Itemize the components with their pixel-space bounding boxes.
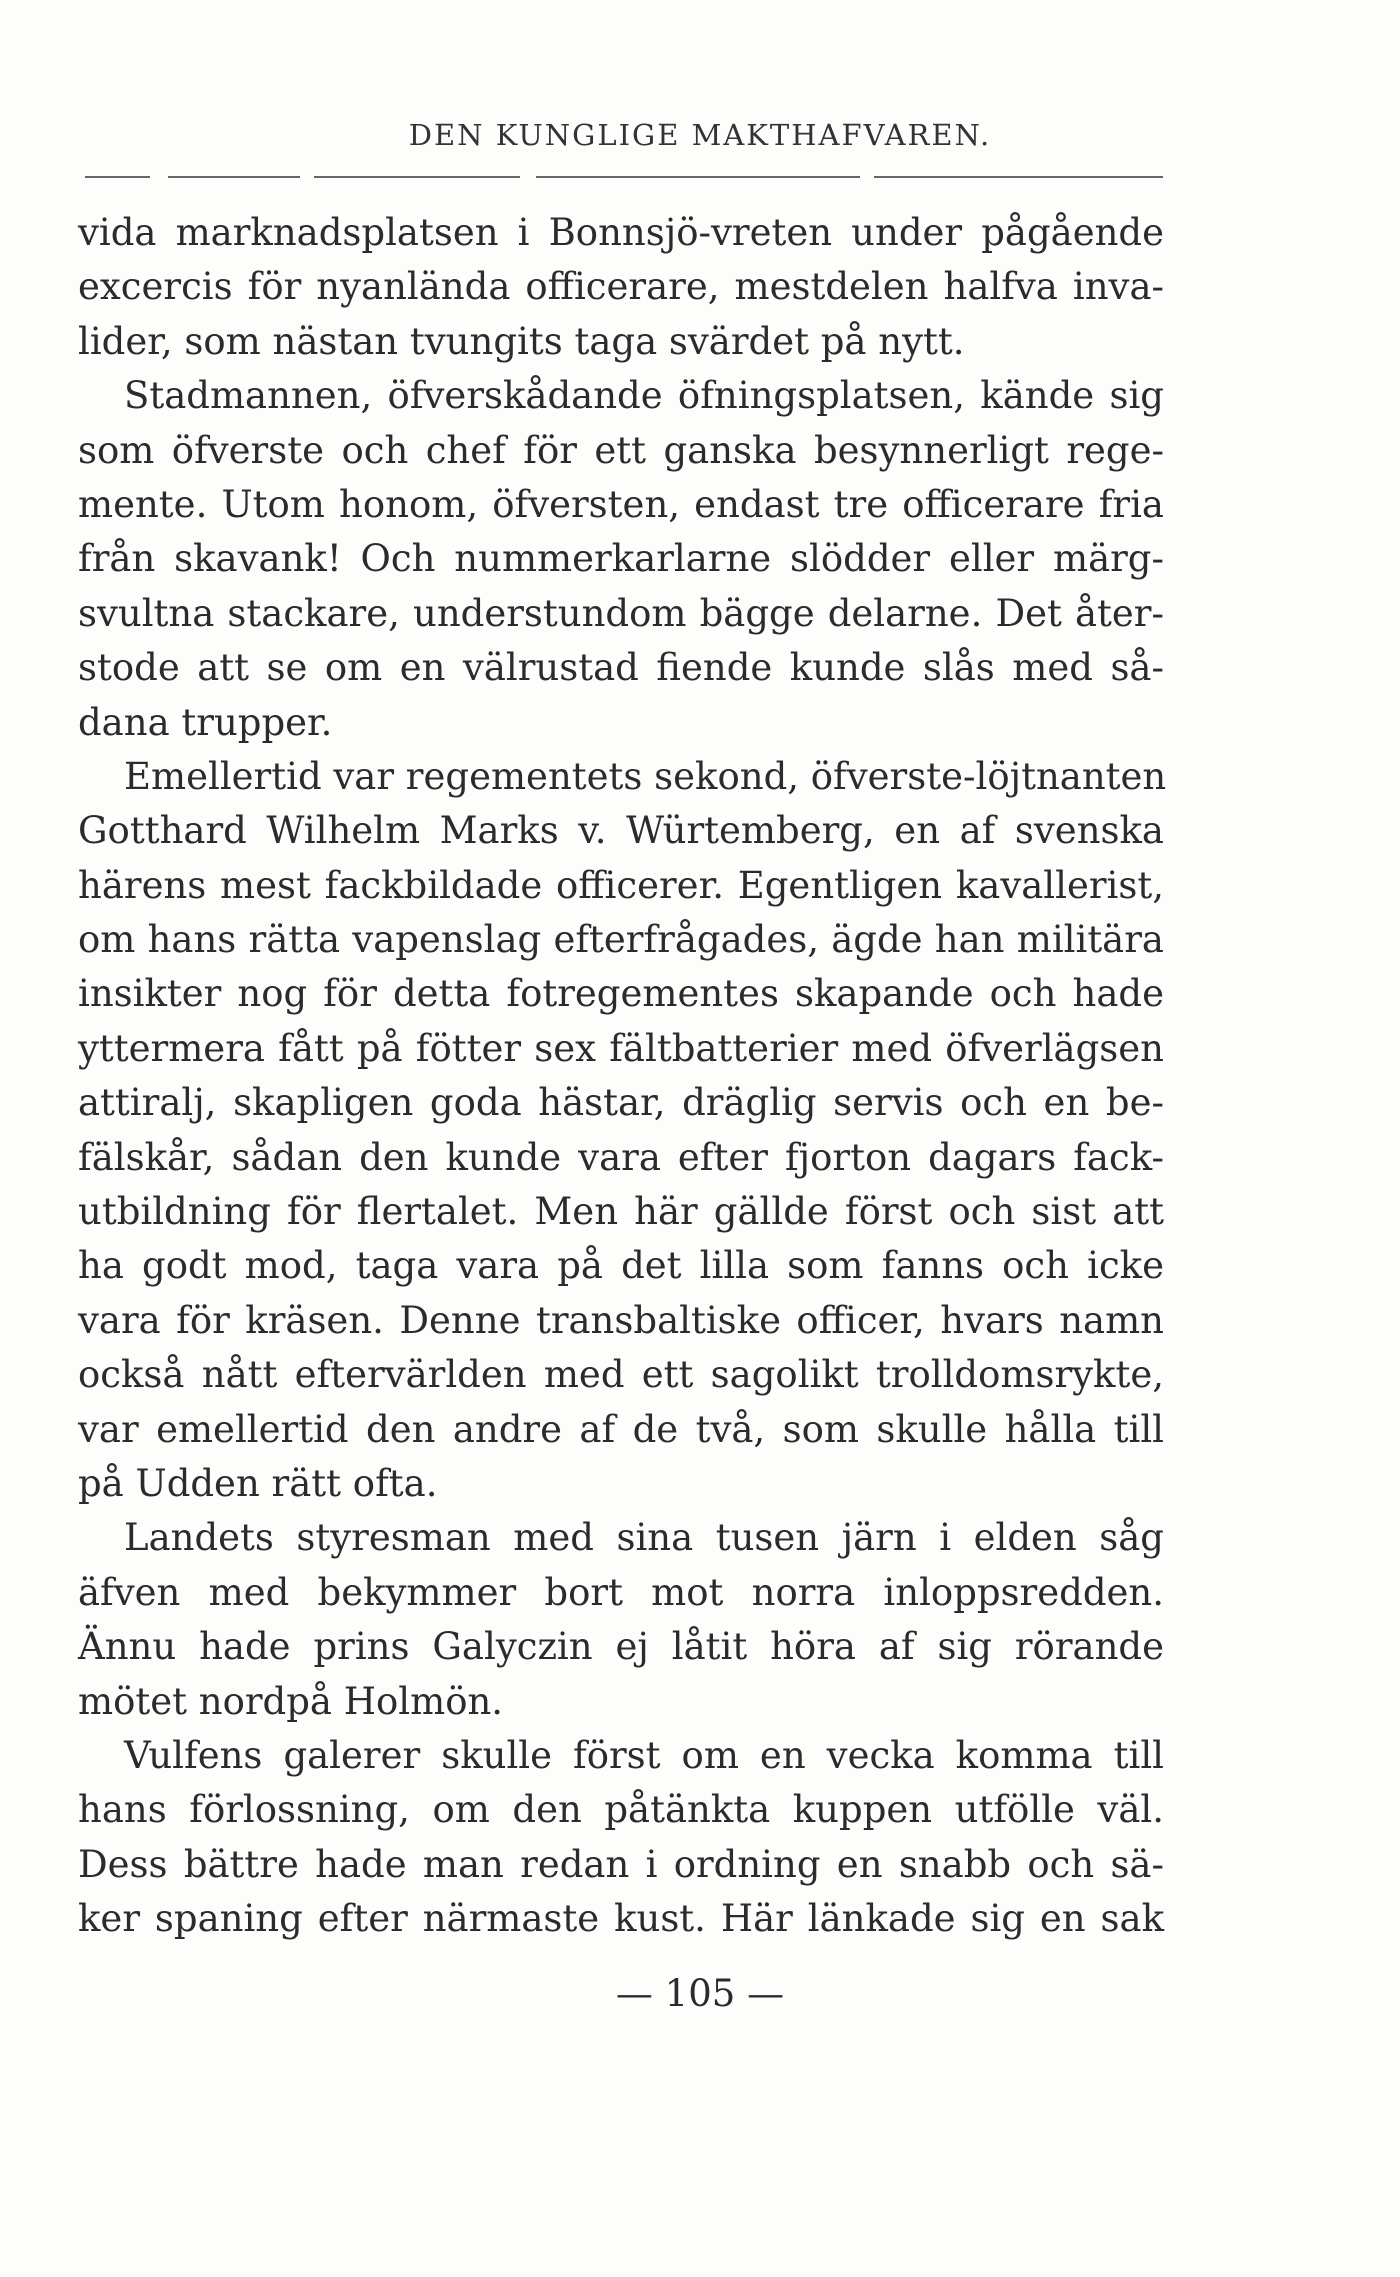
text-line: från skavank! Och nummerkarlarne slödder eller märg- bbox=[78, 537, 1164, 581]
text-line: Dess bättre hade man redan i ordning en snabb och sä- bbox=[78, 1842, 1164, 1886]
text-line: hans förlossning, om den påtänkta kuppen utfölle väl. bbox=[78, 1788, 1164, 1832]
text-line: vara för kräsen. Denne transbaltiske officer, hvars namn bbox=[78, 1298, 1164, 1342]
text-line: ha godt mod, taga vara på det lilla som fanns och icke bbox=[78, 1244, 1164, 1288]
header-rule-gap bbox=[150, 172, 168, 180]
text-line: Landets styresman med sina tusen järn i elden såg bbox=[124, 1516, 1164, 1560]
header-rule-gap bbox=[860, 172, 874, 180]
text-line: lider, som nästan tvungits taga svärdet på nytt. bbox=[78, 319, 965, 363]
text-line: vida marknadsplatsen i Bonnsjö-vreten under pågående bbox=[78, 211, 1164, 254]
header-rule-gap bbox=[300, 172, 314, 180]
text-line: också nått eftervärlden med ett sagolikt trolldomsrykte, bbox=[78, 1353, 1164, 1397]
text-line: svultna stackare, understundom bägge delarne. Det åter- bbox=[78, 591, 1164, 635]
text-line: fälskår, sådan den kunde vara efter fjorton dagars fack- bbox=[78, 1135, 1164, 1179]
text-line: om hans rätta vapenslag efterfrågades, ägde han militära bbox=[78, 918, 1164, 962]
paragraph bbox=[78, 750, 1167, 1511]
text-line: härens mest fackbildade officerer. Egentligen kavallerist, bbox=[78, 863, 1164, 907]
text-line: som öfverste och chef för ett ganska besynnerligt rege- bbox=[78, 428, 1164, 472]
text-line: äfven med bekymmer bort mot norra inloppsredden. bbox=[78, 1570, 1164, 1614]
text-line: på Udden rätt ofta. bbox=[78, 1461, 438, 1505]
page-number: — 105 — bbox=[615, 1972, 785, 2015]
paragraph bbox=[78, 1511, 1164, 1729]
text-line: stode att se om en välrustad fiende kunde slås med så- bbox=[78, 646, 1164, 690]
text-line: utbildning för flertalet. Men här gällde först och sist att bbox=[78, 1190, 1164, 1234]
text-line: Vulfens galerer skulle först om en vecka komma till bbox=[124, 1733, 1164, 1777]
text-line: insikter nog för detta fotregementes skapande och hade bbox=[78, 972, 1164, 1016]
text-line: dana trupper. bbox=[78, 700, 333, 744]
body-text bbox=[78, 206, 1167, 1947]
text-line: mente. Utom honom, öfversten, endast tre officerare fria bbox=[78, 482, 1164, 526]
paragraph bbox=[78, 369, 1164, 750]
text-line: Gotthard Wilhelm Marks v. Würtemberg, en af svenska bbox=[78, 809, 1164, 853]
paragraph bbox=[78, 1729, 1164, 1947]
text-line: yttermera fått på fötter sex fältbatterier med öfverlägsen bbox=[78, 1026, 1164, 1070]
text-line: var emellertid den andre af de två, som skulle hålla till bbox=[78, 1407, 1164, 1451]
running-head: DEN KUNGLIGE MAKTHAFVAREN. bbox=[408, 118, 992, 152]
text-line: Ännu hade prins Galyczin ej låtit höra af sig rörande bbox=[78, 1625, 1164, 1669]
text-line: excercis för nyanlända officerare, mestdelen halfva inva- bbox=[78, 265, 1164, 309]
text-line: mötet nordpå Holmön. bbox=[78, 1679, 504, 1723]
paragraph bbox=[78, 206, 1164, 369]
text-line: ker spaning efter närmaste kust. Här länkade sig en sak bbox=[78, 1897, 1164, 1941]
text-line: attiralj, skapligen goda hästar, dräglig servis och en be- bbox=[78, 1081, 1164, 1125]
text-line: Emellertid var regementets sekond, öfverste-löjtnanten bbox=[124, 754, 1167, 798]
header-rule-gap bbox=[520, 172, 536, 180]
text-line: Stadmannen, öfverskådande öfningsplatsen, kände sig bbox=[124, 374, 1164, 418]
header-rule bbox=[85, 176, 1163, 178]
